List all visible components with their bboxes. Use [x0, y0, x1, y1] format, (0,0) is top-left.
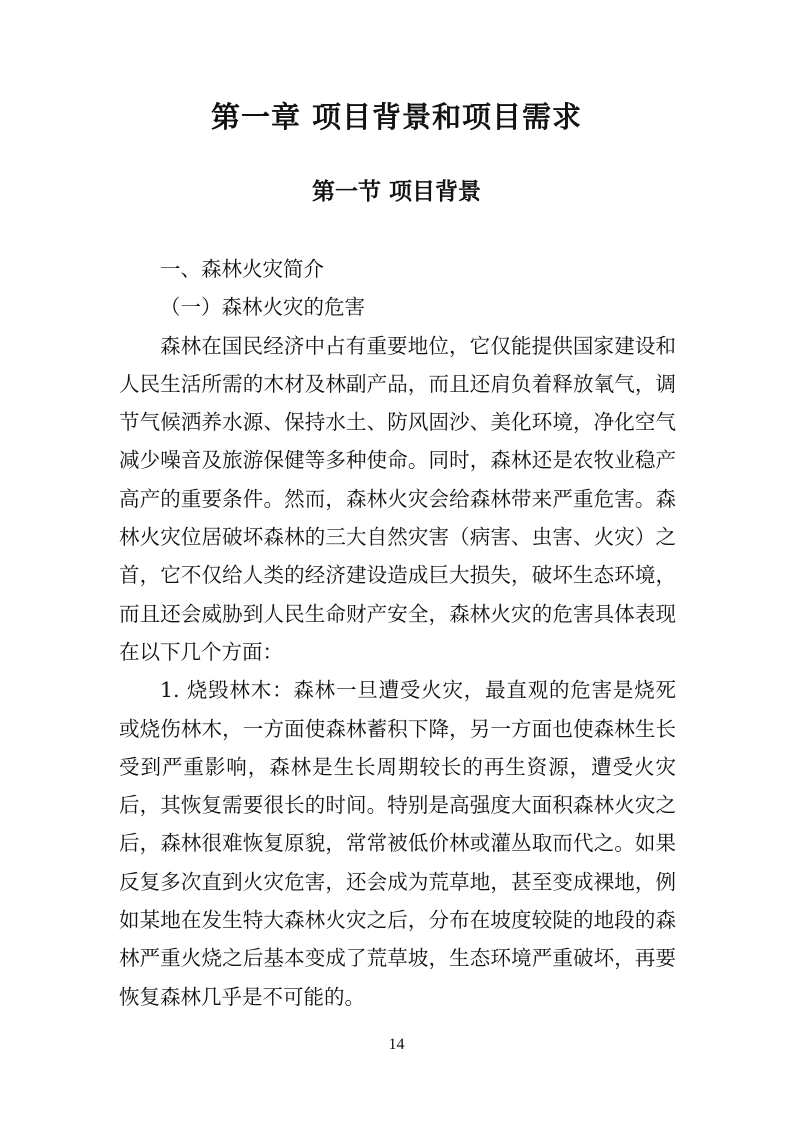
document-body [119, 250, 676, 1016]
paragraph-forest-importance: 森林在国民经济中占有重要地位，它仅能提供国家建设和人民生活所需的木材及林副产品，而且还肩负着释放氧气，调节气候洒养水源、保持水土、防风固沙、美化环境，净化空气减少噪音及旅游保健等多种使命。同时，森林还是农牧业稳产高产的重要条件。然而，森林火灾会给森林带来严重危害。森林火灾位居破坏森林的三大自然灾害（病害、虫害、火灾）之首，它不仅给人类的经济建设造成巨大损失，破坏生态环境，而且还会威胁到人民生命财产安全，森林火灾的危害具体表现在以下几个方面： [119, 333, 676, 664]
page-number: 14 [388, 1036, 405, 1053]
heading-forest-fire-intro: 一、森林火灾简介 [160, 257, 324, 281]
chapter-title: 第一章 项目背景和项目需求 [210, 100, 583, 134]
paragraph-burning-trees: 1. 烧毁林木：森林一旦遭受火灾，最直观的危害是烧死或烧伤林木，一方面使森林蓄积下降，另一方面也使森林生长受到严重影响，森林是生长周期较长的再生资源，遭受火灾后，其恢复需要很长的时间。特别是高强度大面积森林火灾之后，森林很难恢复原貌，常常被低价林或灌丛取而代之。如果反复多次直到火灾危害，还会成为荒草地，甚至变成裸地，例如某地在发生特大森林火灾之后，分布在坡度较陡的地段的森林严重火烧之后基本变成了荒草坡，生态环境严重破坏，再要恢复森林几乎是不可能的。 [119, 678, 676, 1009]
section-title: 第一节 项目背景 [311, 178, 481, 205]
heading-forest-fire-hazards: （一）森林火灾的危害 [160, 295, 365, 320]
